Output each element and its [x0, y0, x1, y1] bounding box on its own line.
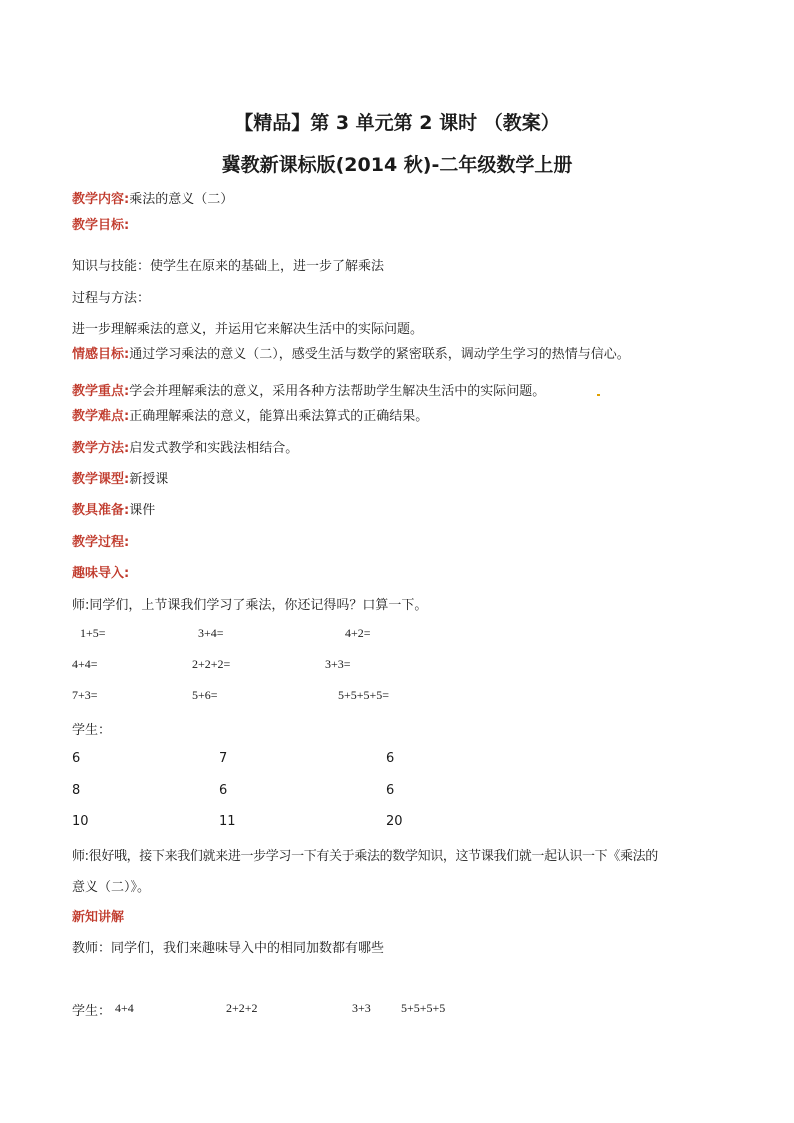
process-method-text: 进一步理解乘法的意义，并运用它来解决生活中的实际问题。: [72, 322, 424, 337]
teaching-tools: [72, 499, 155, 518]
exercise-1-1: 1+5=: [80, 626, 106, 640]
answer-3-2: 11: [219, 814, 236, 829]
teaching-difficulty-label: 教学难点:: [72, 409, 130, 424]
student-answer-3: 3+3: [352, 1001, 371, 1015]
teaching-tools-text: 课件: [129, 503, 156, 518]
teacher-question-2: 教师：同学们，我们来趣味导入中的相同加数都有哪些: [72, 941, 385, 956]
teaching-key-label: 教学重点:: [72, 384, 130, 399]
emotion-goal-text: 通过学习乘法的意义（二），感受生活与数学的紧密联系，调动学生学习的热情与信心。: [129, 347, 630, 362]
answer-3-3: 20: [386, 814, 403, 829]
student-answer-4: 5+5+5+5: [401, 1001, 446, 1015]
teaching-steps-label: 教学过程:: [72, 535, 130, 550]
exercise-2-2: 2+2+2=: [192, 657, 231, 671]
exercise-3-3: 5+5+5+5=: [338, 688, 390, 702]
lesson-type-text: 新授课: [129, 472, 169, 487]
answer-1-1: 6: [72, 751, 81, 766]
student-answer-2: 2+2+2: [226, 1001, 258, 1015]
teacher-question-1: 师:同学们，上节课我们学习了乘法，你还记得吗？口算一下。: [72, 598, 428, 613]
teaching-difficulty: [72, 405, 428, 424]
answer-2-2: 6: [219, 783, 228, 798]
doc-title-line1: 【精品】第 3 单元第 2 课时 （教案）: [234, 112, 560, 134]
teacher-explanation-line2: 意义（二）》。: [72, 880, 151, 895]
teaching-method-label: 教学方法:: [72, 441, 130, 456]
answer-3-1: 10: [72, 814, 89, 829]
teaching-method: [72, 437, 298, 456]
answer-1-3: 6: [386, 751, 395, 766]
knowledge-skill: 知识与技能：使学生在原来的基础上，进一步了解乘法: [72, 259, 385, 274]
teaching-goal-label: 教学目标:: [72, 218, 130, 233]
teaching-content-text: 乘法的意义（二）: [129, 192, 234, 207]
teaching-difficulty-text: 正确理解乘法的意义，能算出乘法算式的正确结果。: [129, 409, 429, 424]
answer-2-3: 6: [386, 783, 395, 798]
teaching-content-label: 教学内容:: [72, 192, 130, 207]
teaching-method-text: 启发式教学和实践法相结合。: [129, 441, 299, 456]
exercise-1-2: 3+4=: [198, 626, 224, 640]
teaching-tools-label: 教具准备:: [72, 503, 130, 518]
answer-2-1: 8: [72, 783, 81, 798]
exercise-2-1: 4+4=: [72, 657, 98, 671]
emotion-goal: [72, 343, 630, 362]
intro-label: 趣味导入:: [72, 566, 130, 581]
lesson-type-label: 教学课型:: [72, 472, 130, 487]
emotion-goal-label: 情感目标:: [72, 347, 130, 362]
teaching-content: [72, 188, 233, 207]
teaching-key-text: 学会并理解乘法的意义，采用各种方法帮助学生解决生活中的实际问题。: [129, 384, 546, 399]
new-knowledge-label: 新知讲解: [72, 910, 125, 925]
exercise-3-2: 5+6=: [192, 688, 218, 702]
exercise-2-3: 3+3=: [325, 657, 351, 671]
exercise-3-1: 7+3=: [72, 688, 98, 702]
teaching-key: [72, 380, 545, 399]
teacher-explanation-line1: 师:很好哦，接下来我们就来进一步学习一下有关于乘法的数学知识，这节课我们就一起认识一下《乘法的: [72, 849, 658, 864]
stray-mark: [597, 394, 600, 396]
doc-title-line2: 冀教新课标版(2014 秋)-二年级数学上册: [221, 154, 573, 176]
exercise-1-3: 4+2=: [345, 626, 371, 640]
student-label-2: 学生：: [72, 1004, 112, 1019]
answer-1-2: 7: [219, 751, 228, 766]
process-method-label: 过程与方法：: [72, 291, 151, 306]
lesson-type: [72, 468, 168, 487]
student-answer-1: 4+4: [115, 1001, 134, 1015]
student-label-1: 学生：: [72, 723, 112, 738]
